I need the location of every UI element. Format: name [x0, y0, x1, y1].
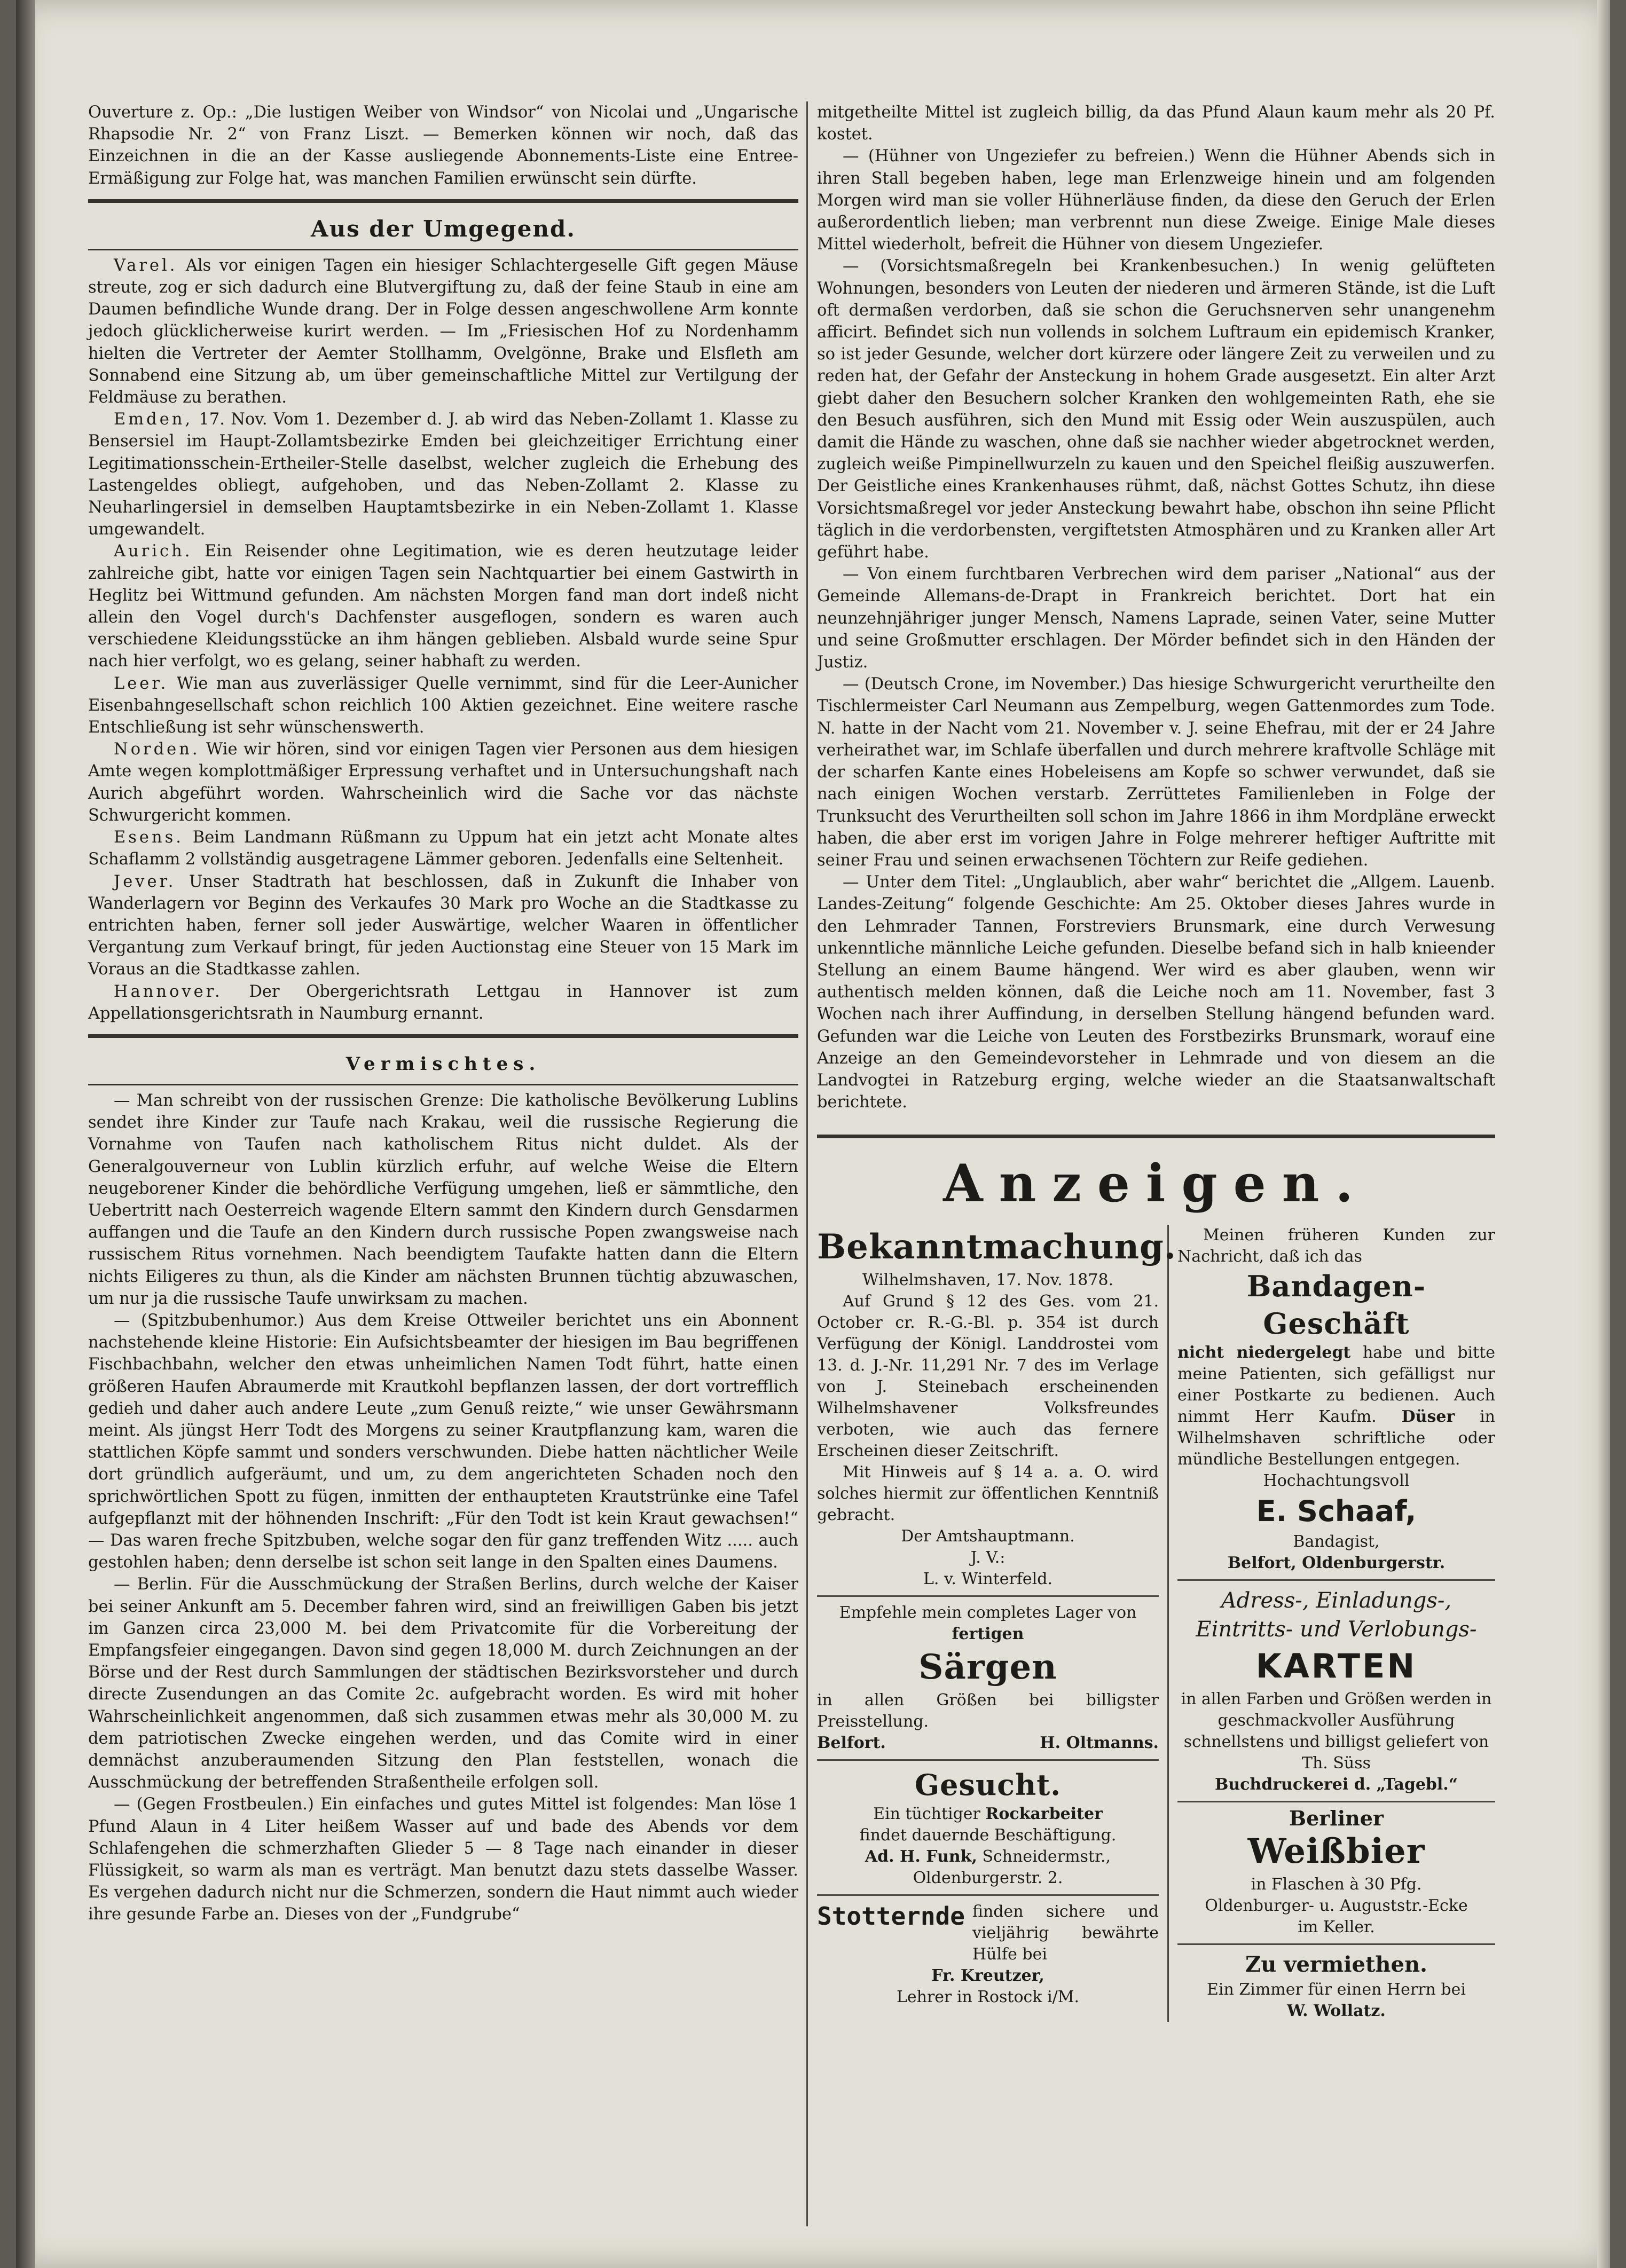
ad-bekanntmachung: Bekanntmachung. Wilhelmshaven, 17. Nov. 1878. Auf Grund § 12 des Ges. vom 21. October cr. R.-G.-Bl. p. 354 ist durch Verfügung der Königl. Landdrostei vom 13. d. J.-Nr. 11,291 Nr. 7 des im Verlage von J. Steinebach erscheinenden Wilhelmshavener Volksfreundes verboten, wie auch das fernere Erscheinen dieser Zeitschrift. Mit Hinweis auf § 14 a. a. O. wird solches hiermit zur öffentlichen Kenntniß gebracht. Der Amtshauptmann. J. V.: L. v. Winterfeld.: [817, 1227, 1177, 1589]
right-column: [817, 101, 1495, 2022]
ads-grid: [817, 1225, 1495, 2022]
article-paragraph: — (Gegen Frostbeulen.) Ein einfaches und gutes Mittel ist folgendes: Man löse 1 Pfund Alaun in 4 Liter heißem Wasser auf und bade des Abends vor dem Schlafengehen die schmerzhaften Glieder 5 — 8 Tage nach einander in dieser Flüssigkeit, so warm als man es verträgt. Man benutzt dazu stets dasselbe Wasser. Es vergehen dadurch nicht nur die Schmerzen, sondern die Haut nimmt auch wieder ihre gesunde Farbe an. Dieses von der „Fundgrube“: [88, 1795, 798, 1924]
section-divider: [88, 199, 798, 203]
ads-column-left: [817, 1225, 1177, 2022]
ads-divider: [817, 1135, 1495, 1138]
vermischtes-heading: Vermischtes.: [345, 1053, 541, 1075]
column-divider: [806, 101, 808, 2226]
section-divider: [88, 1034, 798, 1038]
article-paragraph: — Von einem furchtbaren Verbrechen wird dem pariser „National“ aus der Gemeinde Allemans-de-Drapt in Frankreich berichtet. Dort hat ein neunzehnjähriger junger Mensch, Namens Laprade, seinen Vater, seine Mutter und seine Großmutter erschlagen. Der Mörder befindet sich in den Händen der Justiz.: [817, 565, 1495, 672]
ad-karten: Adress-, Einladungs-, Eintritts- und Verlobungs- KARTEN in allen Farben und Größen werden in geschmackvoller Ausführung schnellstens und billigst geliefert von Th. Süss Buchdruckerei d. „Tagebl.“: [1181, 1588, 1492, 1794]
ad-separator: [1177, 1801, 1495, 1802]
intro-paragraph: Ouverture z. Op.: „Die lustigen Weiber von Windsor“ von Nicolai und „Ungarische Rhapsodie Nr. 2“ von Franz Liszt. — Bemerken können wir noch, daß das Einzeichnen in die an der Kasse ausliegende Abonnements-Liste eine Entree-Ermäßigung zur Folge hat, was manchen Familien erwünscht sein dürfte.: [88, 103, 798, 188]
page-edge: [1597, 0, 1610, 2268]
ad-stotternde: Stotternde finden sichere und vieljährig bewährte Hülfe bei Fr. Kreutzer, Lehrer in Rostock i/M.: [817, 1902, 1159, 2007]
news-item-emden: Emden, 17. Nov. Vom 1. Dezember d. J. ab wird das Neben-Zollamt 1. Klasse zu Bensersiel im Haupt-Zollamtsbezirke Emden bei gleichzeitiger Errichtung einer Legitimationsschein-Ertheiler-Stelle daselbst, welcher zugleich die Erhebung des Lastengeldes obliegt, aufgehoben, und das Neben-Zollamt 2. Klasse zu Neuharlingersiel in demselben Hauptamtsbezirke in ein Neben-Zollamt 1. Klasse umgewandelt.: [88, 410, 798, 539]
article-paragraph: — Berlin. Für die Ausschmückung der Straßen Berlins, durch welche der Kaiser bei seiner Ankunft am 5. December fahren wird, sind an freiwilligen Gaben bis jetzt im Ganzen circa 23,000 M. bei dem Privatcomite für die Vorbereitung der Empfangsfeier eingegangen. Davon sind gegen 18,000 M. durch Zeichnungen an der Börse und der Rest durch Sammlungen der städtischen Bezirksvorsteher und durch directe Zusendungen an das Comite 2c. aufgebracht worden. Es wird mit hoher Wahrscheinlichkeit angenommen, daß sich zusammen etwas mehr als 30,000 M. zu dem patriotischen Zwecke eingehen werden, und das Comite wird in einer demnächst anzuberaumenden Sitzung den Plan feststellen, wonach die Ausschmückung der betreffenden Straßentheile erfolgen soll.: [88, 1575, 798, 1792]
news-item-esens: Esens. Beim Landmann Rüßmann zu Uppum hat ein jetzt acht Monate altes Schaflamm 2 vollständig ausgetragene Lämmer geboren. Jedenfalls eine Seltenheit.: [88, 828, 798, 869]
news-item-jever: Jever. Unser Stadtrath hat beschlossen, daß in Zukunft die Inhaber von Wanderlagern vor Beginn des Verkaufes 30 Mark pro Woche an die Stadtkasse zu entrichten haben, ferner soll jeder Auswärtige, welcher Waaren in öffentlicher Vergantung zum Verkauf bringt, für jeden Auctionstag eine Steuer von 15 Mark im Voraus an die Stadtkasse zahlen.: [88, 872, 798, 979]
news-item-norden: Norden. Wie wir hören, sind vor einigen Tagen vier Personen aus dem hiesigen Amte wegen komplottmäßiger Erpressung verhaftet und in Untersuchungshaft nach Aurich abgeführt worden. Wahrscheinlich wird die Sache vor das nächste Schwurgericht kommen.: [88, 740, 798, 825]
binding-spine: [16, 0, 35, 2268]
article-paragraph: — Man schreibt von der russischen Grenze: Die katholische Bevölkerung Lublins sendet ihre Kinder zur Taufe nach Krakau, weil die russische Regierung die Vornahme von Taufen nach katholischem Ritus nicht duldet. Als der Generalgouverneur von Lublin kürzlich erfuhr, auf welche Weise die Eltern neugeborener Kinder die behördliche Verfügung umgehen, ließ er sämmtliche, den Uebertritt nach Oesterreich wagende Eltern sammt den Kindern durch Gensdarmen auffangen und die Taufe an den Kindern durch russische Popen zwangsweise nach russischem Ritus vornehmen. Nach beendigtem Taufakte hatten dann die Eltern nichts Eiligeres zu thun, als die Kinder am nächsten Brunnen tüchtig abzuwaschen, um nur ja die russische Taufe unwirksam zu machen.: [88, 1091, 798, 1308]
ad-vermiethen: Zu vermiethen. Ein Zimmer für einen Herrn bei W. Wollatz.: [1207, 1952, 1466, 2021]
heading-underline: [88, 1084, 798, 1085]
ad-separator: [817, 1595, 1159, 1597]
article-paragraph: — Unter dem Titel: „Unglaublich, aber wahr“ berichtet die „Allgem. Lauenb. Landes-Zeitung“ folgende Geschichte: Am 25. Oktober dieses Jahres wurde in den Lehmrader Tannen, Forstreviers Brunsmark, eine durch Verwesung unkenntliche männliche Leiche gefunden. Dieselbe befand sich in halb knieender Stellung an einem Baume hängend. Wer wird es aber glauben, wenn wir authentisch melden können, daß die Leiche noch am 11. November, fast 3 Wochen nach ihrer Auffindung, in derselben Stellung hängend befunden ward. Gefunden war die Leiche von Leuten des Forstbezirks Brunsmark, worauf eine Anzeige an den Gemeindevorsteher in Lehmrade und von diesem an die Landvogtei in Ratzeburg erging, welche wieder an die Staatsanwaltschaft berichtete.: [817, 873, 1495, 1112]
ads-heading: Anzeigen.: [943, 1153, 1369, 1214]
ad-saerge: Empfehle mein completes Lager von fertigen Särgen in allen Größen bei billigster Preisstellung. Belfort. H. Oltmanns.: [817, 1603, 1159, 1753]
ad-bandagen: Meinen früheren Kunden zur Nachricht, daß ich das Bandagen-Geschäft nicht niedergelegt habe und bitte meine Patienten, sich gefälligst nur einer Postkarte zu bedienen. Auch nimmt Herr Kaufm. Düser in Wilhelmshaven schriftliche oder mündliche Bestellungen entgegen. Hochachtungsvoll E. Schaaf, Bandagist, Belfort, Oldenburgerstr.: [1177, 1226, 1495, 1573]
ad-weissbier: Berliner Weißbier in Flaschen à 30 Pfg. Oldenburger- u. Auguststr.-Ecke im Keller.: [1205, 1806, 1468, 1937]
ad-separator: [817, 1894, 1159, 1896]
umgegend-heading: Aus der Umgegend.: [311, 215, 576, 242]
news-item-varel: Varel. Als vor einigen Tagen ein hiesiger Schlachtergeselle Gift gegen Mäuse streute, zog er sich dadurch eine Blutvergiftung zu, daß der feine Staub in eine am Daumen befindliche Wunde drang. Der in Folge dessen angeschwollene Arm konnte jedoch glücklicherweise kurirt werden. — Im „Friesischen Hof zu Nordenhamm hielten die Vertreter der Aemter Stollhamm, Ovelgönne, Brake und Elsfleth am Sonnabend eine Sitzung ab, um über gemeinschaftliche Mittel zur Vertilgung der Feldmäuse zu berathen.: [88, 256, 798, 407]
left-column: [88, 101, 798, 1926]
article-paragraph: mitgetheilte Mittel ist zugleich billig, da das Pfund Alaun kaum mehr als 20 Pf. kostet.: [817, 103, 1495, 144]
newspaper-page: [16, 0, 1610, 2268]
ad-separator: [817, 1759, 1159, 1761]
news-item-leer: Leer. Wie man aus zuverlässiger Quelle vernimmt, sind für die Leer-Aunicher Eisenbahngesellschaft schon reichlich 100 Aktien gezeichnet. Eine weitere rasche Entschließung ist sehr wünschenswerth.: [88, 674, 798, 737]
heading-underline: [88, 249, 798, 250]
news-item-aurich: Aurich. Ein Reisender ohne Legitimation, wie es deren heutzutage leider zahlreiche gibt, hatte vor einigen Tagen sein Nachtquartier bei einem Gastwirth in Heglitz bei Wittmund gefunden. Am nächsten Morgen fand man dort indeß nicht allein den Vogel durch's Dachfenster ausgeflogen, sondern es waren auch verschiedene Kleidungsstücke an ihm hängen geblieben. Alsbald wurde seine Spur nach hier verfolgt, wo es gelang, seiner habhaft zu werden.: [88, 542, 798, 671]
article-paragraph: — (Deutsch Crone, im November.) Das hiesige Schwurgericht verurtheilte den Tischlermeister Carl Neumann aus Zempelburg, wegen Gattenmordes zum Tode. N. hatte in der Nacht vom 21. November v. J. seine Ehefrau, mit der er 24 Jahre verheirathet war, im Schlafe überfallen und durch mehrere kraftvolle Schläge mit der scharfen Kante eines Hobeleisens am Kopfe so schwer verwundet, daß sie nach einigen Wochen verstarb. Zerrüttetes Familienleben in Folge der Trunksucht des Verurtheilten soll schon im Jahre 1866 in ihm Mordpläne erweckt haben, die aber erst im vorigen Jahre in Folge mehrerer heftiger Auftritte mit seiner Frau und seinen erwachsenen Töchtern zur Reife gediehen.: [817, 675, 1495, 870]
ads-column-right: [1169, 1225, 1495, 2022]
ad-separator: [1177, 1943, 1495, 1945]
article-paragraph: — (Vorsichtsmaßregeln bei Krankenbesuchen.) In wenig gelüfteten Wohnungen, besonders von Leuten der niederen und ärmeren Stände, ist die Luft oft dermaßen verdorben, daß sie schon die Geruchsnerven sehr unangenehm afficirt. Befindet sich nun vollends in solchem Luftraum ein epidemisch Kranker, so ist jeder Gesunde, welcher dort kürzere oder längere Zeit zu verweilen und zu reden hat, der Gefahr der Ansteckung in hohem Grade ausgesetzt. Ein alter Arzt giebt daher den Besuchern solcher Kranken den wohlgemeinten Rath, ehe sie den Besuch ausführen, sich den Mund mit Essig oder Wein auszuspülen, auch damit die Hände zu waschen, ohne daß sie nachher wieder abgetrocknet werden, zugleich weiße Pimpinellwurzeln zu kauen und den Speichel fleißig auszuwerfen. Der Geistliche eines Krankenhauses rühmt, daß, nächst Gottes Schutz, ihn diese Vorsichtsmaßregel vor jeder Ansteckung bewahrt habe, obschon ihn seine Pflicht täglich in die verdorbensten, vergiftetsten Atmosphären und zu Kranken aller Art geführt habe.: [817, 257, 1495, 562]
news-item-hannover: Hannover. Der Obergerichtsrath Lettgau in Hannover ist zum Appellationsgerichtsrath in Naumburg ernannt.: [88, 982, 798, 1023]
article-paragraph: — (Hühner von Ungeziefer zu befreien.) Wenn die Hühner Abends sich in ihren Stall begeben haben, lege man Erlenzweige hinein und am folgenden Morgen wird man sie voller Hühnerläuse finden, da diese den Geruch der Erlen außerordentlich lieben; man verbrennt nun diese Zweige. Einige Male dieses Mittel wiederholt, befreit die Hühner von diesem Ungeziefer.: [817, 147, 1495, 254]
article-paragraph: — (Spitzbubenhumor.) Aus dem Kreise Ottweiler berichtet uns ein Abonnent nachstehende kleine Historie: Ein Aufsichtsbeamter der hiesigen im Bau begriffenen Fischbachbahn, welcher den etwas unheimlichen Namen Todt führt, hatte einen größeren Haufen Abraumerde mit Krautkohl bepflanzen lassen, der dort vortrefflich gedieh und daher auch andere Leute „zum Genuß reizte,“ wie unser Gewährsmann meint. Als jüngst Herr Todt des Morgens zu seiner Krautpflanzung kam, waren die stattlichen Köpfe sammt und sonders verschwunden. Diebe hatten nächtlicher Weile dort gründlich aufgeräumt, und um, zu dem angerichteten Schaden noch den sprichwörtlichen Spott zu fügen, inmitten der enthaupteten Krautstrünke eine Tafel aufgepflanzt mit der höhnenden Inschrift: „Für den Todt ist kein Kraut gewachsen!“ — Das waren freche Spitzbuben, welche sogar den für ganz treffenden Witz ..... auch gestohlen haben; denn derselbe ist schon seit lange in den Spalten eines Daumens.: [88, 1311, 798, 1572]
ad-separator: [1177, 1579, 1495, 1581]
ad-gesucht: Gesucht. Ein tüchtiger Rockarbeiter findet dauernde Beschäftigung. Ad. H. Funk, Schneidermstr., Oldenburgerstr. 2.: [859, 1768, 1117, 1888]
